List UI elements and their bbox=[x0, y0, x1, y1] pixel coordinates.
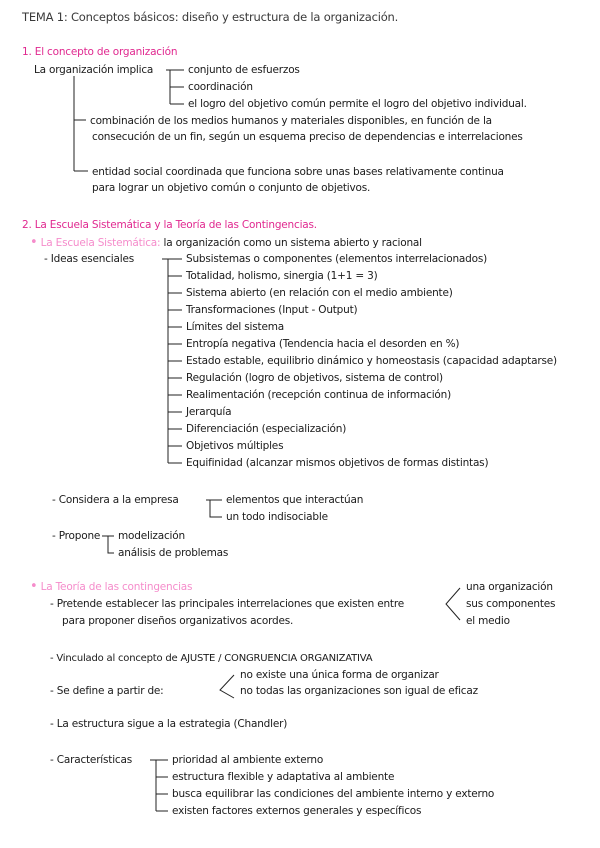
propone-item: análisis de problemas bbox=[118, 547, 229, 559]
escuela-sistematica-label: La Escuela Sistemática: bbox=[40, 237, 161, 249]
brace-line bbox=[446, 588, 460, 620]
ideas-label: - Ideas esenciales bbox=[44, 253, 135, 265]
idea-item: Estado estable, equilibrio dinámico y homeostasis (capacidad adaptarse) bbox=[186, 355, 557, 367]
propone-label: - Propone bbox=[52, 530, 101, 542]
idea-item: Regulación (logro de objetivos, sistema de control) bbox=[186, 372, 443, 384]
definition-1-line-2: consecución de un fin, según un esquema preciso de dependencias e interrelaciones bbox=[92, 131, 523, 143]
escuela-sistematica-definition: la organización como un sistema abierto y racional bbox=[163, 237, 422, 249]
pretende-item: sus componentes bbox=[466, 598, 556, 610]
idea-item: Equifinidad (alcanzar mismos objetivos de formas distintas) bbox=[186, 457, 489, 469]
propone-item: modelización bbox=[118, 530, 185, 542]
idea-arrows bbox=[168, 259, 182, 463]
idea-item: Diferenciación (especialización) bbox=[186, 423, 347, 435]
caracteristica-item: prioridad al ambiente externo bbox=[172, 754, 324, 766]
estrategia-line: - La estructura sigue a la estrategia (Chandler) bbox=[50, 718, 288, 730]
considera-label: - Considera a la empresa bbox=[52, 494, 179, 506]
definition-2-line-2: para lograr un objetivo común o conjunto de objetivos. bbox=[92, 182, 371, 194]
section-1-heading: 1. El concepto de organización bbox=[22, 46, 178, 58]
idea-item: Entropía negativa (Tendencia hacia el desorden en %) bbox=[186, 338, 460, 350]
pretende-item: el medio bbox=[466, 615, 510, 627]
idea-item: Realimentación (recepción continua de información) bbox=[186, 389, 451, 401]
define-item: no todas las organizaciones son igual de eficaz bbox=[240, 685, 478, 697]
tree-line bbox=[166, 70, 184, 104]
teoria-contingencias-label: La Teoría de las contingencias bbox=[40, 581, 193, 593]
idea-item: Objetivos múltiples bbox=[186, 440, 284, 452]
idea-item: Sistema abierto (en relación con el medio ambiente) bbox=[186, 287, 453, 299]
brace-line bbox=[220, 675, 234, 698]
tree-line bbox=[206, 500, 222, 517]
idea-item: Límites del sistema bbox=[186, 321, 284, 333]
idea-item: Jerarquía bbox=[186, 406, 232, 418]
caracteristicas-label: - Características bbox=[50, 754, 133, 766]
page-title: TEMA 1: Conceptos básicos: diseño y estructura de la organización. bbox=[22, 10, 399, 24]
definition-2-line-1: entidad social coordinada que funciona sobre unas bases relativamente continua bbox=[92, 166, 504, 178]
idea-item: Totalidad, holismo, sinergia (1+1 = 3) bbox=[186, 270, 378, 282]
bullet-contingencias: • La Teoría de las contingencias bbox=[30, 579, 193, 594]
define-item: no existe una única forma de organizar bbox=[240, 669, 439, 681]
idea-item: Subsistemas o componentes (elementos interrelacionados) bbox=[186, 253, 487, 265]
implica-item: coordinación bbox=[188, 81, 253, 93]
idea-item: Transformaciones (Input - Output) bbox=[186, 304, 358, 316]
tree-line bbox=[74, 76, 88, 171]
caracteristica-item: busca equilibrar las condiciones del ambiente interno y externo bbox=[172, 788, 495, 800]
implica-item: conjunto de esfuerzos bbox=[188, 64, 300, 76]
caracteristica-item: estructura flexible y adaptativa al ambiente bbox=[172, 771, 395, 783]
definition-1-line-1: combinación de los medios humanos y materiales disponibles, en función de la bbox=[90, 115, 492, 127]
tree-line bbox=[102, 536, 114, 553]
pretende-line-2: para proponer diseños organizativos acordes. bbox=[62, 615, 294, 627]
pretende-item: una organización bbox=[466, 581, 553, 593]
section-2-heading: 2. La Escuela Sistemática y la Teoría de las Contingencias. bbox=[22, 219, 317, 231]
implica-label: La organización implica bbox=[34, 64, 154, 76]
considera-item: elementos que interactúan bbox=[226, 494, 364, 506]
vinculado-line: - Vinculado al concepto de AJUSTE / CONGRUENCIA ORGANIZATIVA bbox=[50, 653, 373, 664]
pretende-line-1: - Pretende establecer las principales interrelaciones que existen entre bbox=[50, 598, 404, 610]
define-label: - Se define a partir de: bbox=[50, 685, 164, 697]
considera-item: un todo indisociable bbox=[226, 511, 328, 523]
tree-line bbox=[150, 760, 158, 811]
caracteristica-item: existen factores externos generales y específicos bbox=[172, 805, 422, 817]
bullet-escuela: • La Escuela Sistemática: la organización como un sistema abierto y racional bbox=[30, 235, 422, 250]
implica-item: el logro del objetivo común permite el logro del objetivo individual. bbox=[188, 98, 527, 110]
